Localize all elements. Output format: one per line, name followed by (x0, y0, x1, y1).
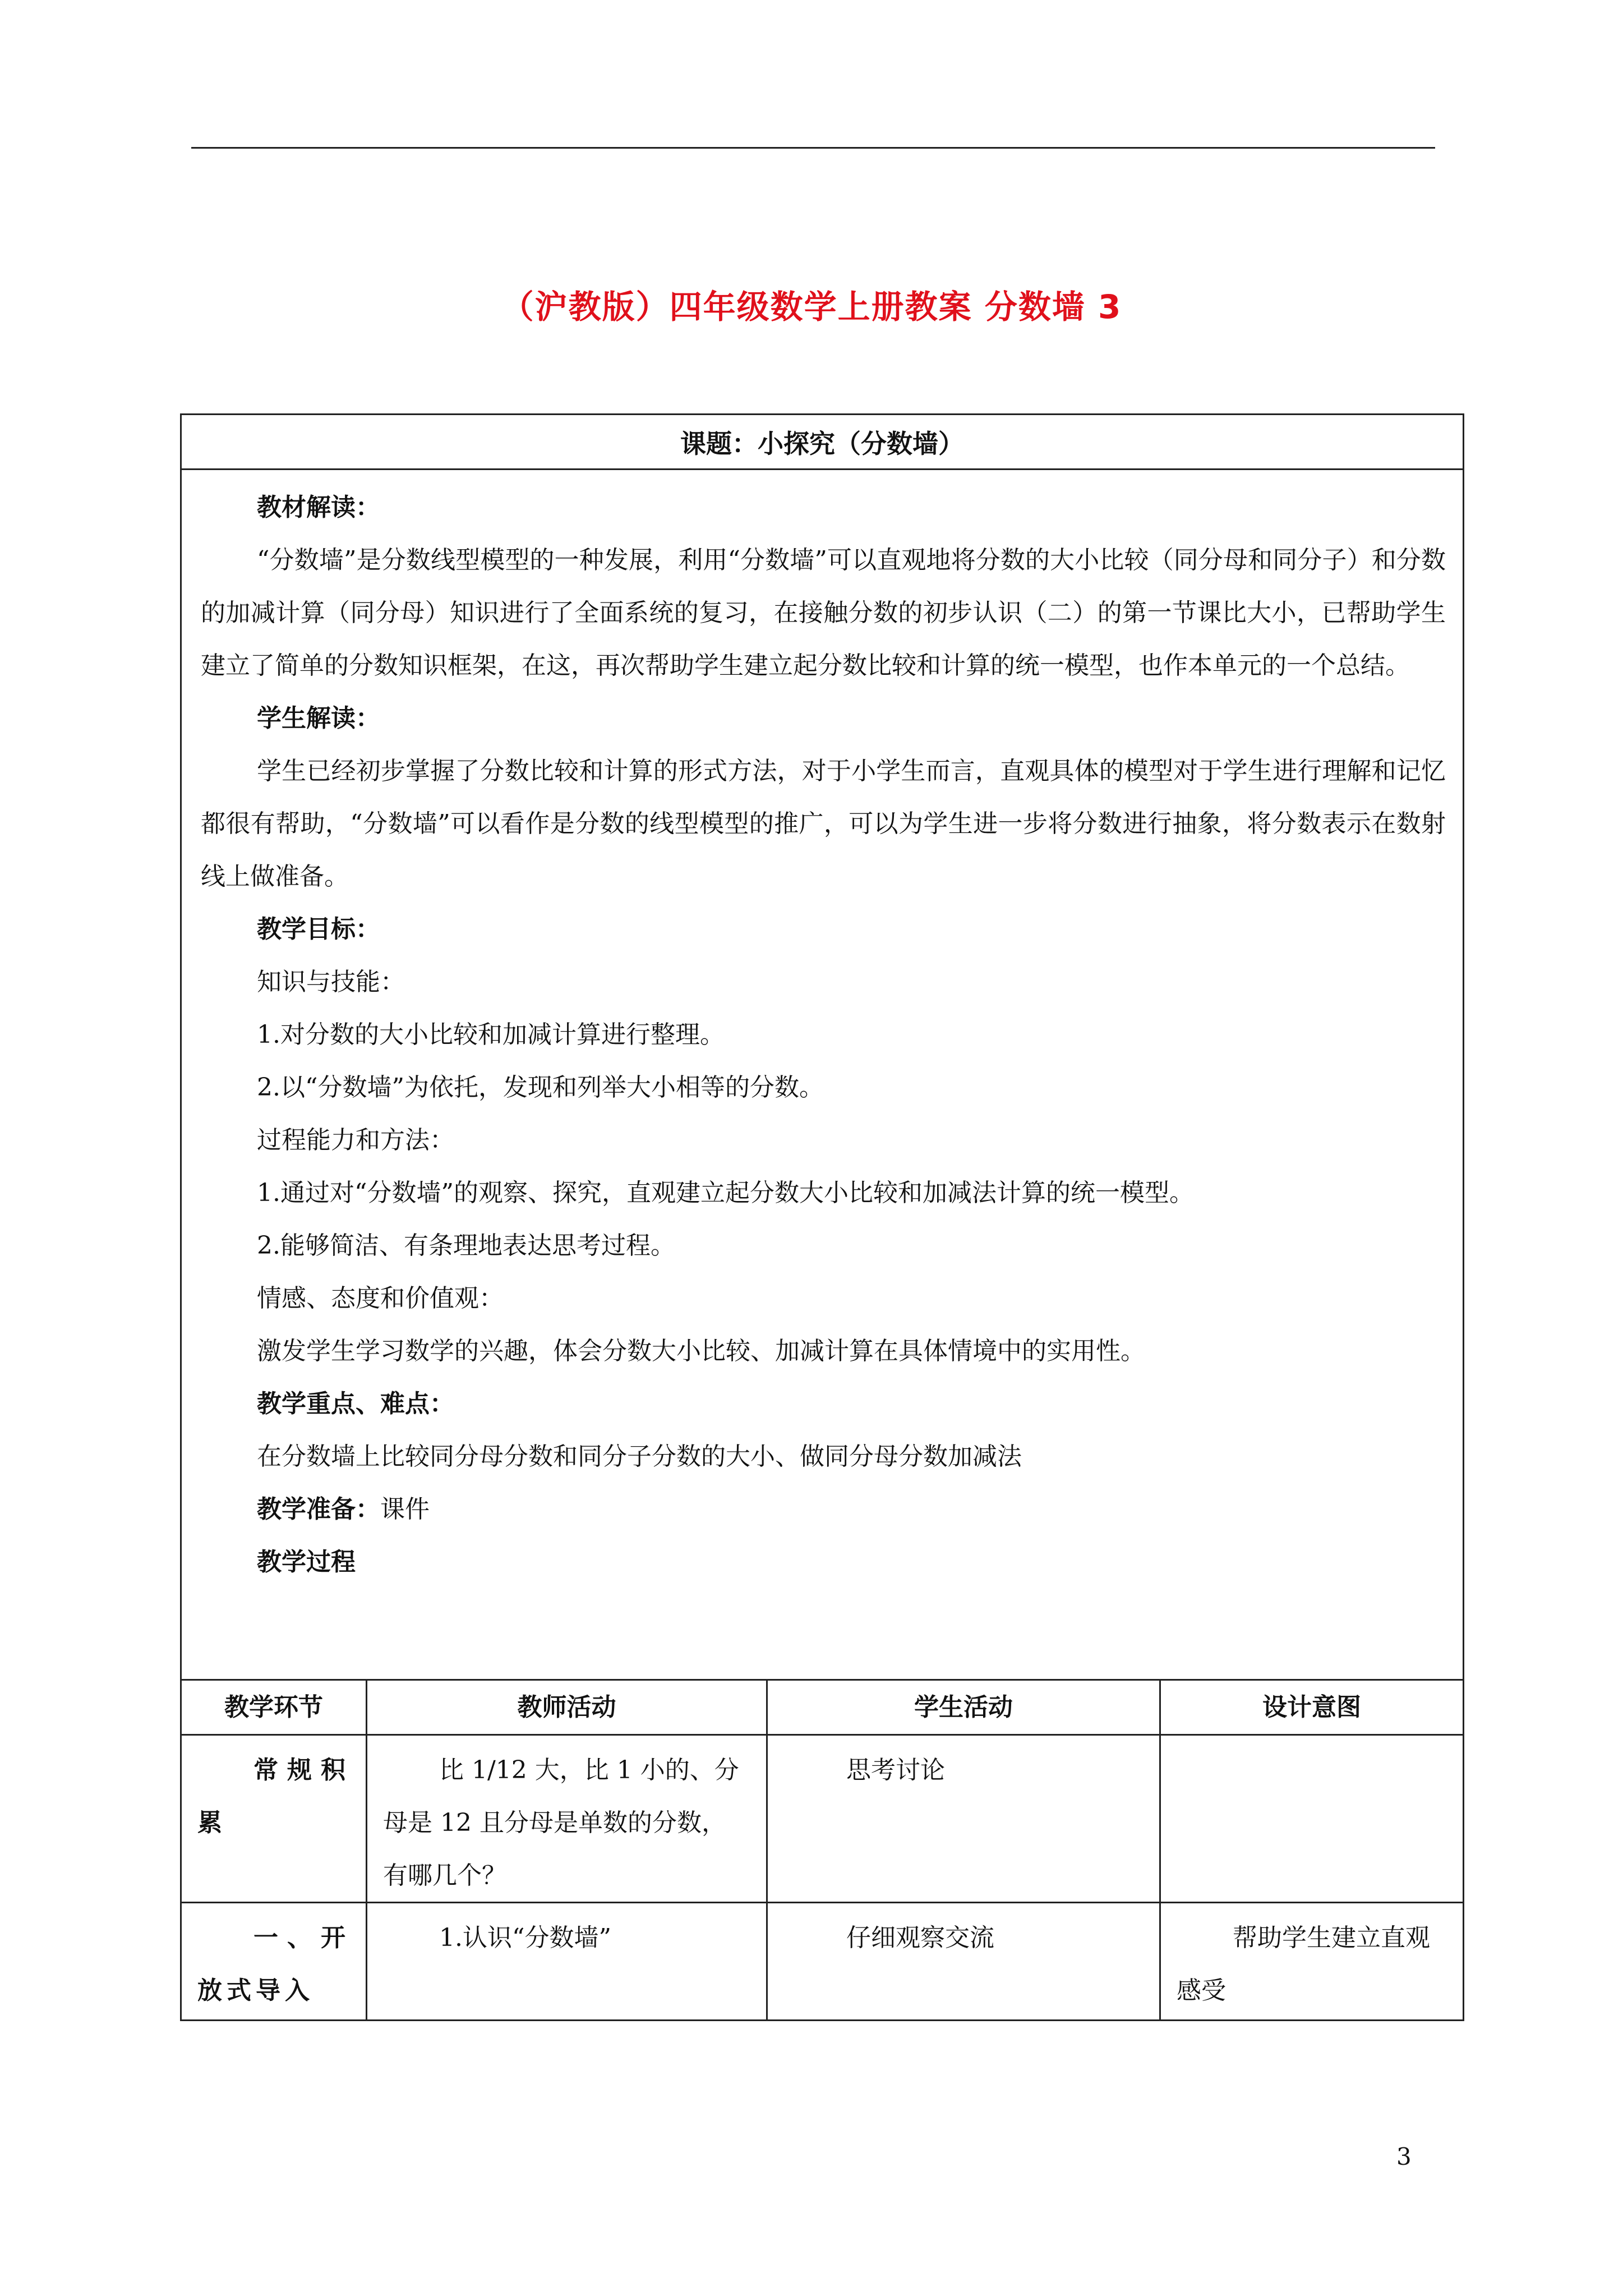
knowledge-label: 知识与技能： (257, 968, 405, 996)
material-heading: 教材解读： (257, 493, 380, 522)
table-row (182, 1903, 1463, 2019)
teacher-cell: 1.认识“分数墙” (367, 1903, 768, 2019)
table-row (182, 1736, 1463, 1903)
intent-cell (1161, 1736, 1463, 1902)
prep-heading: 教学准备： (257, 1495, 380, 1524)
student-cell: 思考讨论 (768, 1736, 1161, 1902)
column-header-intent: 设计意图 (1262, 1692, 1361, 1722)
knowledge-item-2: 2.以“分数墙”为依托，发现和列举大小相等的分数。 (257, 1073, 824, 1102)
stage-cell: 常规积累 (182, 1736, 367, 1902)
column-header-stage: 教学环节 (182, 1681, 367, 1734)
process-item-1: 1.通过对“分数墙”的观察、探究，直观建立起分数大小比较和加减法计算的统一模型。 (257, 1179, 1194, 1207)
table-header-row (182, 1681, 1463, 1736)
lesson-intro (182, 470, 1463, 1681)
page-number: 3 (1396, 2143, 1412, 2170)
process-item-2: 2.能够简洁、有条理地表达思考过程。 (257, 1231, 675, 1260)
student-heading: 学生解读： (257, 704, 380, 733)
emotion-text: 激发学生学习数学的兴趣，体会分数大小比较、加减计算在具体情境中的实用性。 (257, 1337, 1145, 1365)
goals-heading: 教学目标： (257, 915, 380, 944)
process-label: 过程能力和方法： (257, 1126, 454, 1154)
emotion-label: 情感、态度和价值观： (257, 1284, 504, 1313)
key-heading: 教学重点、难点： (257, 1389, 454, 1418)
header-rule (191, 147, 1435, 149)
column-header-teacher: 教师活动 (367, 1681, 768, 1734)
intent-cell: 帮助学生建立直观感受 (1177, 1924, 1430, 2005)
lesson-caption: 课题：小探究（分数墙） (182, 415, 1463, 470)
stage-cell: 一、开放式导入 (182, 1903, 367, 2019)
teacher-cell: 比 1/12 大，比 1 小的、分母是 12 且分母是单数的分数，有哪几个？ (367, 1736, 768, 1902)
column-header-student: 学生活动 (768, 1681, 1161, 1734)
lesson-plan-table (180, 413, 1464, 2021)
student-cell: 仔细观察交流 (768, 1903, 1161, 2019)
key-text: 在分数墙上比较同分母分数和同分子分数的大小、做同分母分数加减法 (257, 1442, 1022, 1471)
process-heading: 教学过程 (257, 1548, 356, 1576)
page-title: （沪教版）四年级数学上册教案 分数墙 3 (501, 288, 1122, 326)
knowledge-item-1: 1.对分数的大小比较和加减计算进行整理。 (257, 1020, 725, 1049)
student-text: 学生已经初步掌握了分数比较和计算的形式方法，对于小学生而言，直观具体的模型对于学生进行理解和记忆都很有帮助，“分数墙”可以看作是分数的线型模型的推广，可以为学生进一步将分数进行抽象，将分数表示在数射线上做准备。 (201, 757, 1446, 891)
material-text: “分数墙”是分数线型模型的一种发展，利用“分数墙”可以直观地将分数的大小比较（同分母和同分子）和分数的加减计算（同分母）知识进行了全面系统的复习，在接触分数的初步认识（二）的第一节课比大小，已帮助学生建立了简单的分数知识框架，在这，再次帮助学生建立起分数比较和计算的统一模型，也作本单元的一个总结。 (201, 546, 1446, 680)
prep-text: 课件 (380, 1495, 430, 1524)
prep-line (201, 1483, 1446, 1536)
